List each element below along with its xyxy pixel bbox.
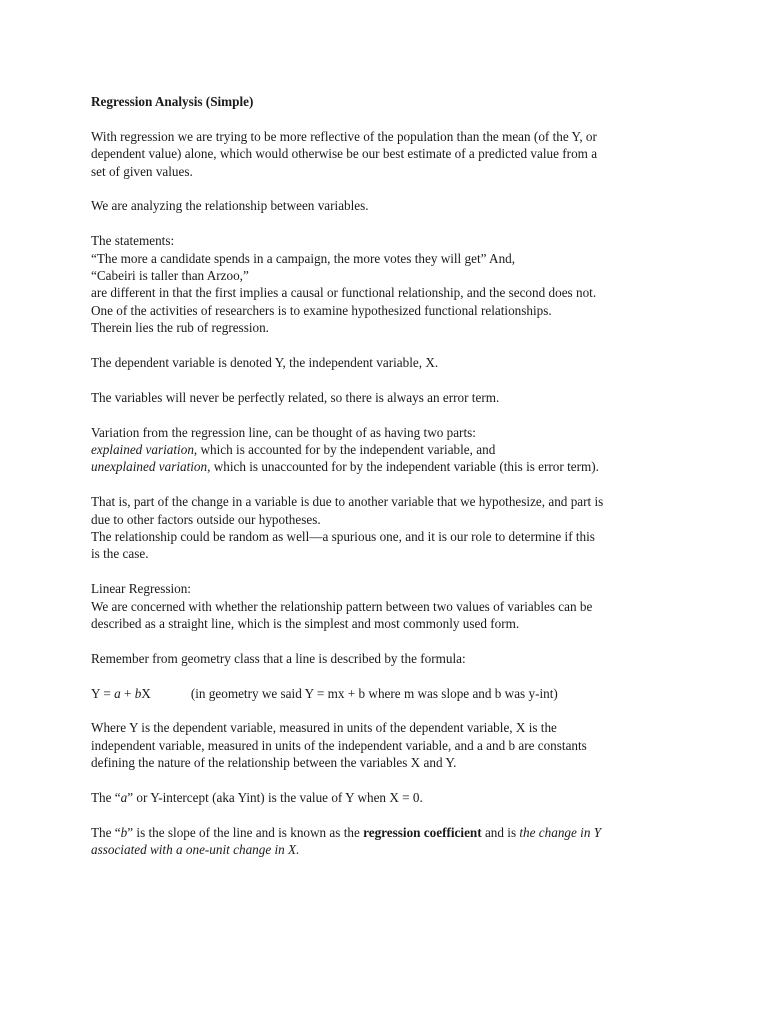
b-definition-paragraph xyxy=(91,824,691,859)
statements-heading: The statements: xyxy=(91,233,175,249)
statement-quote-2: “Cabeiri is taller than Arzoo,” xyxy=(91,268,249,284)
b-def-italic-1: the change in Y xyxy=(519,824,602,840)
analyzing-paragraph: We are analyzing the relationship between variables. xyxy=(91,198,369,214)
text-line: is the case. xyxy=(91,546,149,562)
document-title: Regression Analysis (Simple) xyxy=(91,94,254,109)
text-line: described as a straight line, which is the simplest and most commonly used form. xyxy=(91,616,520,632)
remember-paragraph: Remember from geometry class that a line is described by the formula: xyxy=(91,650,466,666)
variation-paragraph xyxy=(91,424,691,476)
text-line: set of given values. xyxy=(91,163,193,179)
text-line: dependent value) alone, which would otherwise be our best estimate of a predicted value from a xyxy=(91,146,598,162)
text-line: defining the nature of the relationship between the variables X and Y. xyxy=(91,755,457,771)
text-line: One of the activities of researchers is to examine hypothesized functional relationships. xyxy=(91,302,552,318)
document-page xyxy=(91,93,691,876)
text-line: independent variable, measured in units of the independent variable, and a and b are constants xyxy=(91,737,587,753)
text-line: due to other factors outside our hypotheses. xyxy=(91,511,321,527)
text-line: The relationship could be random as well—a spurious one, and it is our role to determine if this xyxy=(91,529,595,545)
formula-note: (in geometry we said Y = mx + b where m was slope and b was y-int) xyxy=(190,685,558,701)
linear-regression-heading: Linear Regression: xyxy=(91,581,191,597)
b-def-line-1 xyxy=(91,824,691,841)
text-line: With regression we are trying to be more reflective of the population than the mean (of the Y, or xyxy=(91,128,597,144)
statements-paragraph xyxy=(91,232,691,336)
formula-y: Y = xyxy=(91,685,115,701)
text-line: That is, part of the change in a variable is due to another variable that we hypothesize, and part is xyxy=(91,494,604,510)
formula-line xyxy=(91,685,691,702)
formula-x: X xyxy=(141,685,151,701)
formula-plus: + xyxy=(120,685,135,701)
where-paragraph xyxy=(91,719,691,771)
unexplained-text: , which is unaccounted for by the independent variable (this is error term). xyxy=(207,459,599,475)
intro-paragraph xyxy=(91,128,691,180)
variation-heading: Variation from the regression line, can be thought of as having two parts: xyxy=(91,424,476,440)
a-def-pre: The “ xyxy=(91,790,121,806)
b-def-pre: The “ xyxy=(91,824,121,840)
unexplained-line xyxy=(91,458,691,475)
dependent-paragraph: The dependent variable is denoted Y, the independent variable, X. xyxy=(91,355,439,371)
formula-a: a xyxy=(114,685,121,701)
a-definition-paragraph xyxy=(91,789,691,806)
linear-regression-paragraph xyxy=(91,580,691,632)
text-line: Where Y is the dependent variable, measured in units of the dependent variable, X is the xyxy=(91,720,557,736)
text-line: We are concerned with whether the relationship pattern between two values of variables can be xyxy=(91,598,593,614)
text-line: are different in that the first implies a causal or functional relationship, and the second does not. xyxy=(91,285,597,301)
b-def-symbol: b xyxy=(120,824,128,840)
that-is-paragraph xyxy=(91,493,691,563)
statement-quote-1: “The more a candidate spends in a campaign, the more votes they will get” And, xyxy=(91,250,516,266)
regression-coefficient-term: regression coefficient xyxy=(363,824,482,840)
unexplained-term: unexplained variation xyxy=(91,459,208,475)
explained-term: explained variation xyxy=(91,442,194,458)
b-def-and-is: and is xyxy=(481,824,520,840)
b-def-italic-2: associated with a one-unit change in X. xyxy=(91,842,300,858)
a-def-symbol: a xyxy=(120,790,128,806)
b-def-mid: ” is the slope of the line and is known as the xyxy=(127,824,364,840)
explained-text: , which is accounted for by the independent variable, and xyxy=(193,442,496,458)
b-def-line-2 xyxy=(91,841,691,858)
explained-line xyxy=(91,441,691,458)
text-line: Therein lies the rub of regression. xyxy=(91,320,269,336)
a-def-post: ” or Y-intercept (aka Yint) is the value of Y when X = 0. xyxy=(127,790,423,806)
formula-b: b xyxy=(134,685,142,701)
error-term-paragraph: The variables will never be perfectly related, so there is always an error term. xyxy=(91,389,500,405)
